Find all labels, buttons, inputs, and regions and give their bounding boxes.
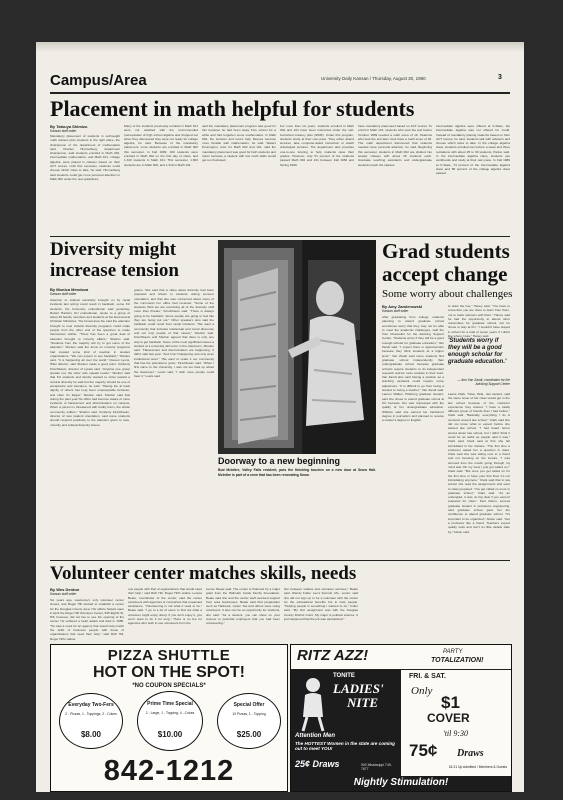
grad-byline: By Amy Zamierowski xyxy=(382,304,423,309)
grad-col-1: After graduating from college, students planning to attend graduate school sometimes worry that they may not be able to meet the academic challenges, said the Vice Chancellor for the Advising Support Center. "Students worry if they will be a good enough scholar for graduate education," Van Zandt said. "I expect there is apprehension because they think students at a higher level." Van Zandt said some students find graduate school independently than undergraduate school because graduate schools require students to do independent research and be more creative in their work. Van Zandt also said having a position as a teaching assistant could require some adjustment. "It is difficult to go from being a student to being a teacher," Van Zandt said. Lauren Walker, Pittsburg graduate student, said she chose to attend graduate school at KU because she was impressed with the quality of her undergraduate education. Whitlow said she earned her bachelor's degree in journalism and planned to receive a master's degree in English. xyxy=(382,315,444,423)
rule-above-volunteer xyxy=(50,560,510,561)
placement-col-4: For more than six years, students enrolled in Math 002 and 101 have been instructed under the self-instructed mastery plan (SIMP). Under this program, students study at their own pace. They either attend lectures, take computer-aided instruction or watch videotaped lectures. The department also provides one-to-one tutoring to help students raise their grades. However, only 51 percent of the students passed Math 002 and 101 between Fall 1984 and Spring 1990. xyxy=(280,124,354,167)
right-draws-price: 75¢ xyxy=(409,741,438,760)
left-attention: Attention Men xyxy=(295,733,335,739)
left-title-1: LADIES' xyxy=(333,681,384,696)
page-fold-shadow xyxy=(36,42,524,52)
ritz-club-ad xyxy=(290,644,512,792)
placement-headline: Placement in math helpful for students xyxy=(50,96,415,121)
diversity-headline-line-1: Diversity might xyxy=(50,239,177,260)
offer-detail: 10 Pizzas, 1 - Topping xyxy=(232,712,266,716)
offer-name: Special Offer xyxy=(233,702,265,708)
right-time: 'til 9:30 xyxy=(443,729,469,738)
offer-name: Everyday Two-Fers xyxy=(68,702,114,708)
section-title: Campus/Area xyxy=(50,72,147,89)
page-number: 3 xyxy=(498,74,502,81)
left-title-2: NITE xyxy=(347,695,379,710)
pizza-ad-phone: 842-1212 xyxy=(103,755,235,787)
placement-col-3: said the mandatory placement program was good for him because he had been away from school for a while and had forgotten some mathematics. In Math 002, the lectures and tutors help Reeves become more familiar with mathematics, he said. Waters Pennington, tutor for Math 002 and 101, said the mandatory placement was good for both students and tutors because a student with low math skills would get too frustrated. xyxy=(202,124,276,163)
pizza-offer-everyday xyxy=(59,693,123,749)
right-only: Only xyxy=(411,685,433,697)
grad-role: Kansan staff writer xyxy=(382,309,409,313)
right-cover-price: $1 xyxy=(441,693,460,712)
offer-price: $8.00 xyxy=(80,730,102,739)
diversity-byline: By Monica Mendoza xyxy=(50,287,89,292)
diversity-role: Kansan staff writer xyxy=(50,292,77,296)
newspaper-page xyxy=(36,42,524,792)
right-note: 18-21 Up Admitted / Members & Guests xyxy=(448,765,507,769)
diversity-col-1: Attention to cultural sensitivity brought on by racial incidents last spring could result in backlash, some KU students, the University ombudsman said yesterday. Robert Hartwin, KU ombudsman, spoke to a group of about 40 faculty members and students at the Ecumenical Christian Ministries. The broad area the said the attention brought to new cultural diversity programs could make people from the other end of the spectrum to make themselves visible. "There has been a great deal of attention brought to minority affairs," Shelton said. "Students from the majority will try to get some of the attention." Shelton said the focus on minority programs had created some kind of reaction in student organizations. "We can expect to see backlash," Shelton said. "It is happening all over the world." Doreen Lyons, Hillel director, said Shelton made a good point. Kimberly Kirschbaum, director of Lyrata said, "Anytime one group speaks out, the other side speaks louder." Shelton said that KU students and faculty wanted to strive toward a cultural diversity he said but the majority should be one of acceptance and tolerance, he said. "Having the at least dignity of others has long been unacceptable behavior, and often it's illegal," Shelton said. Shelton said that during the past year his office had become aware of more incidents of harassment and discrimination on campus. When a person is threatened with bodily harm, the whole community suffers," Shelton said. Kimberly Kirschbaum, director of new student orientation, said some students should respond positively to the attention given to race, minority and cultural diversity issues. xyxy=(50,298,130,427)
volunteer-col-2: ous people with that of organizations that would need their help," said Rich Hill, Roger Hill's widow. Lenora Beate, coordinator of the center, said the center volunteers with agencies or companies that requested assistance. "Volunteering is not what it used to be," Beate said. "I go to a lot of users to find out what a volunteer might enjoy doing. If you don't enjoy it, you won't want to do it for long." There is no fee for agencies who wish to use volunteers from the xyxy=(128,587,202,626)
diversity-headline-line-2: increase tension xyxy=(50,260,179,281)
volunteer-col-3: center, Beate said. The center is financed by a major grant from the Hallmark Cards Family Foundation. Beate said she and the center staff received support from area businesses. Beate said that preparation such as Hallmark, Lipton Tea and others were using volunteers. It also can be an opportunity for students, she said. "As a student, you can show on your resume to potential employers that you had been volunteering." xyxy=(206,587,280,626)
offer-detail: 2 - Pizzas, 1 - Toppings, 2 - Cokes xyxy=(65,712,117,716)
pizza-offer-prime-time xyxy=(137,691,203,751)
club-address: 900 Mississippi 749-7677 xyxy=(361,763,392,771)
pizza-offer-special xyxy=(217,693,281,749)
club-brand: RITZ AZZ! xyxy=(297,647,369,664)
right-day: FRI. & SAT. xyxy=(409,673,446,680)
volunteer-headline: Volunteer center matches skills, needs xyxy=(50,563,357,584)
dateline: University Daily Kansan / Thursday, August 30, 1990 xyxy=(321,76,426,81)
placement-col-6: intermediate algebra were offered at K-State, but intermediate algebra was not offered for credit. Instead of mandatory placing students based on their ACT scores, he said, students talk with advisers and choose which class to take. In the college algebra class, students enrolled can lecture a week and three recitations with about 25 to 30 students, Parker said. In the intermediate algebra class, students use workbooks and study at their own pace. In Fall 1989 at K-State, 74 percent of the intermediate algebra class and 58 percent of the college algebra class passed. xyxy=(436,124,510,176)
grad-col-2b: Laurie Clark, Tulsa, Okla., law student, said the same issue of her class would get in the law school because of the customer experience they shared. "I have a totally different group of friends than I had before," Clark said. "Basically, everything I do is centered around law school." Clark said she did not know what to expect before she started law school. "I had heard horror stories about law school, but I didn't think it could be as awful as people said it was," Clark said. Clark said at first she felt intimidated in her classes. "The first time a professor asked her a question in class, Clark said she was sitting next to a friend and not focusing on the lecture. "I was stunned from the mouth going through my mind was 'Oh my God, I just got called on,'" Clark said. "But once you get called on for the first time or have your first final, it's not intimidating anymore." Clark said that in law school she read the assignments and went to class prepared. "You get called on more in graduate school," Clark said. "As an undergrad, it was no big deal if you weren't prepared for class." Kent Alston, Lenexa graduate student in petroleum engineering, said graduate school gave her the confidence to attend graduate school. "It's important to be organized," Alston said. "Get a professor like a friend. Teachers expect quality work and don't let little details slide by," Alston said. xyxy=(448,392,510,534)
placement-col-2: Many of the students previously enrolled in Math 101 were not satisfied with the recommended prerequisites of high school algebra and dropped out when they discovered they were not ready for college algebra, he said. Because of the mandatory placement, more students are enrolled in Math 002 this semester. In Fall 1989, 160 students were enrolled in Math 002 on the first day of class, and 1,340 students in Math 101. This semester, 1,600 students are in Math 002, and 1,310 in Math 101. xyxy=(124,124,198,167)
masthead-rule xyxy=(50,92,510,94)
offer-price: $25.00 xyxy=(236,730,262,739)
volunteer-col-4: tion between studies and volunteer services," Beate said. Wendy Fuller, Lee's Summit, Mo., senior, said she did not sign up to be a volunteer with the center for the educational benefits but to help people. "Helping people is something I wanted to do," Fuller said. "My first assignment was with the Douglas County District Court. My major is political science. It just happened that the job was educational." xyxy=(284,587,358,622)
placement-col-5: have mandatory placement based on ACT scores. To enroll in Math 101, students who took the test before October 1989 needed a math score of 19. Students who took the test later must have a math score of 20. The math department discovered that students needed more personal attention, he said. Beginning this semester, students in Math 002 are divided into weekly classes with about 25 students each. Graduate teaching assistants and undergraduate students teach the classes. xyxy=(358,124,432,167)
volunteer-byline: By Wes Denton xyxy=(50,587,80,592)
rule-below-placement xyxy=(50,236,510,237)
placement-byline: By Tatsuya Shimizu xyxy=(50,124,88,129)
grad-deck: Some worry about challenges xyxy=(382,288,513,300)
volunteer-role: Kansan staff writer xyxy=(50,592,77,596)
grad-headline-line-1: Grad students xyxy=(382,239,510,263)
grad-pull-attribution: — Ann Van Zandt, coordinator for the Advising Support Center xyxy=(457,378,510,386)
snow-hall-doorway-photo xyxy=(218,240,376,454)
offer-detail: 2 - Large, 1 - Topping, 4 - Cokes xyxy=(145,711,195,715)
pizza-shuttle-ad xyxy=(50,644,288,792)
left-pitch: The HOTTEST Women in the state are coming out to meet YOU! xyxy=(295,741,395,752)
club-tagline-1: PARTY xyxy=(443,649,463,655)
pizza-ad-slogan: HOT ON THE SPOT! xyxy=(93,664,245,681)
dancer-silhouette-icon xyxy=(293,675,333,731)
grad-col-2: to draw the line," Haney said. "You have to remember you are there to learn from them, not to trade opinions with them." Haney said he had the opportunity to attend other universities for graduate school, but he chose to stay at KU. "I wouldn't have stayed in school for a total of seven years if I didn't like where I was," Haney said. xyxy=(448,304,510,339)
right-draws: Draws xyxy=(457,748,484,759)
placement-role: Kansan staff writer xyxy=(50,129,77,133)
photo-caption-text: Bud McIntire, Valley Falls resident, puts the finishing touches on a new door at Snow Hall. McIntire is part of a crew that has been renovating Snow. xyxy=(218,468,376,477)
photo-caption-title: Doorway to a new beginning xyxy=(218,456,341,466)
placement-col-1: Mandatory placement of students in self-taught math classes puts students in the right place, the chairperson of the department of mathematics said. Charles Himmelberg, department chairperson, said students enrolled in Math 002, intermediate mathematics, and Math 101, college algebra, were placed in classes based on their ACT scores. Until this semester, students could choose which class to take, he said. Himmelberg said students could get more personal attention in Math 002 under the new guidelines. xyxy=(50,134,120,181)
grad-pull-quote: 'Students worry if they will be a good enough scholar for graduate education.' xyxy=(448,338,507,365)
right-cover: COVER xyxy=(427,711,470,725)
offer-price: $10.00 xyxy=(157,730,183,739)
volunteer-col-1: Six years ago, Lawrence's only volunteer center closed, and Roger Hill worked to establish a center for the Douglas County area. His efforts helped open in April the Roger Hill Volunteer Center, 935 Eighth St. Hill, however, did not live to see the opening of the center. He suffered a heart attack and died in 1988. "He saw a need for an agency that would help match the skills of business people with those of organizations that need their help," said Rich Hill, Roger Hill's widow. xyxy=(50,598,124,641)
pizza-ad-subtitle: *NO COUPON SPECIALS* xyxy=(132,683,206,689)
pizza-ad-title: PIZZA SHUTTLE xyxy=(107,647,231,664)
grad-headline-line-2: accept change xyxy=(382,262,508,286)
offer-name: Prime Time Special xyxy=(147,701,193,707)
left-draws: 25¢ Draws xyxy=(295,759,340,769)
club-bottom-banner-text: Nightly Stimulation! xyxy=(353,777,449,788)
left-day: TONITE xyxy=(333,673,355,679)
diversity-col-2: grams. She said that a video about diversity had been prepared and shown to students during summer orientation, and that she was concerned about some of the comments her office had received. "Some of the students think we are overdoing all of the diversity stuff more than threats," Kirschbaum said. "There is always going to be backlash. Some people are going to feel like they are being put out." Other speakers also said the backlash could result from racial incidents. "We want a community that includes intellectual and moral discourse and not only people of that means," Shelton said. Kirschbaum and Shelton agreed that there is only one way to get backlash. Some of the most significant issues a student at a university will occur in the classroom, Shelton said. "Harassment and discrimination are happening. It didn't start last year. "And it isn't happening now only at an institutional level." "We want to make it our community that has the potential to grow," Kirschbaum said. "When I first came to the University, I was not too fired up about the classroom." Lewis said, "I wish more people could hear it," Lewis said. xyxy=(134,288,214,378)
club-tagline-2: TOTALIZATION! xyxy=(431,657,484,664)
